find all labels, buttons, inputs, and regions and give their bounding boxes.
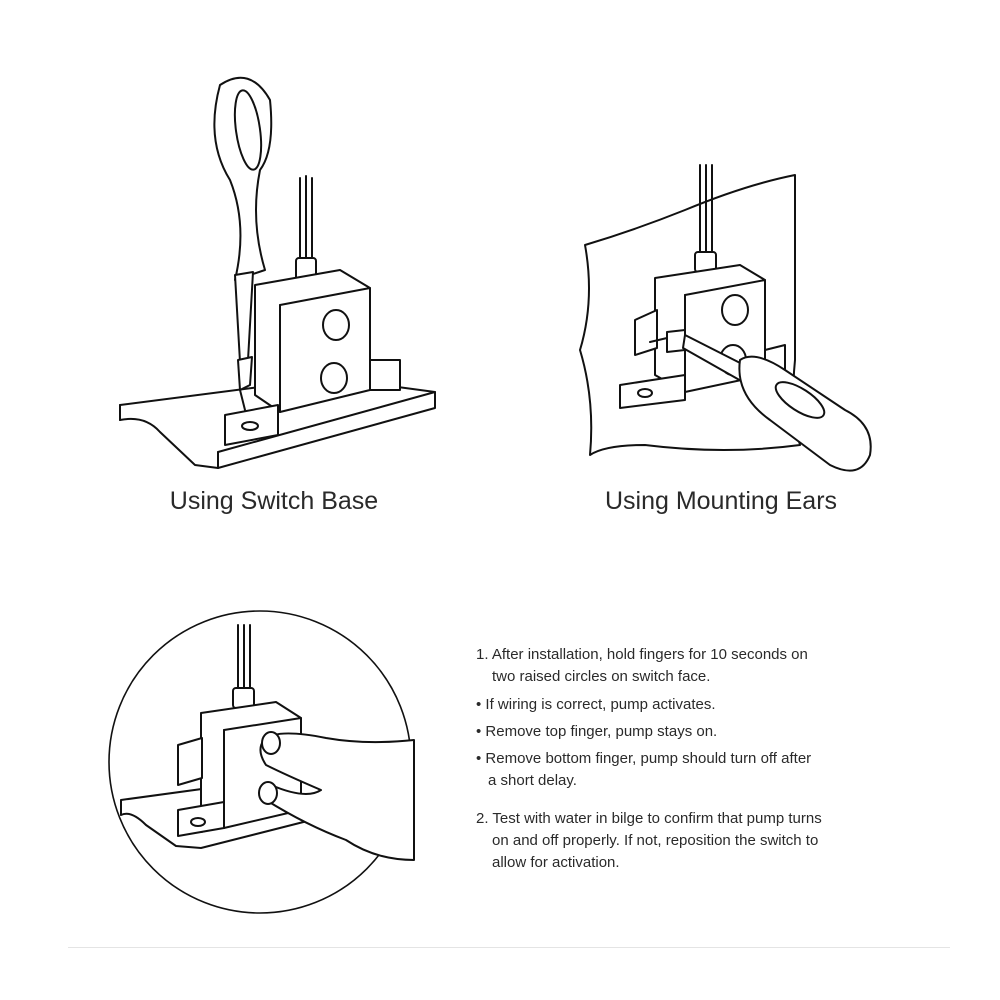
bullet-remove-top-finger: • Remove top finger, pump stays on. — [476, 723, 718, 740]
bullet-3-line-1: • Remove bottom finger, pump should turn off after — [476, 750, 812, 767]
step-1 — [476, 644, 896, 688]
step-2-line-1: 2. Test with water in bilge to confirm that pump turns — [476, 810, 822, 827]
mounting-ears-illustration — [575, 160, 895, 480]
caption-switch-base: Using Switch Base — [169, 487, 379, 515]
bullet-remove-bottom-finger — [476, 748, 896, 792]
switch-wires — [296, 176, 316, 280]
switch-base-illustration — [100, 60, 460, 480]
upper-sensor-circle — [323, 310, 349, 340]
bullet-3-line-2: a short delay. — [488, 772, 577, 789]
step-1-line-2: two raised circles on switch face. — [492, 668, 711, 685]
step-2-line-2: on and off properly. If not, reposition the switch to — [492, 832, 819, 849]
instructions-list — [476, 644, 896, 880]
step-1-line-1: 1. After installation, hold fingers for 10 seconds on — [476, 646, 808, 663]
step-2 — [476, 808, 896, 874]
footer-divider — [68, 947, 950, 948]
caption-mounting-ears: Using Mounting Ears — [604, 487, 838, 515]
finger-test-illustration — [106, 610, 414, 914]
bullet-wiring-correct: • If wiring is correct, pump activates. — [476, 696, 716, 713]
step-2-line-3: allow for activation. — [492, 854, 620, 871]
lower-sensor-circle — [321, 363, 347, 393]
